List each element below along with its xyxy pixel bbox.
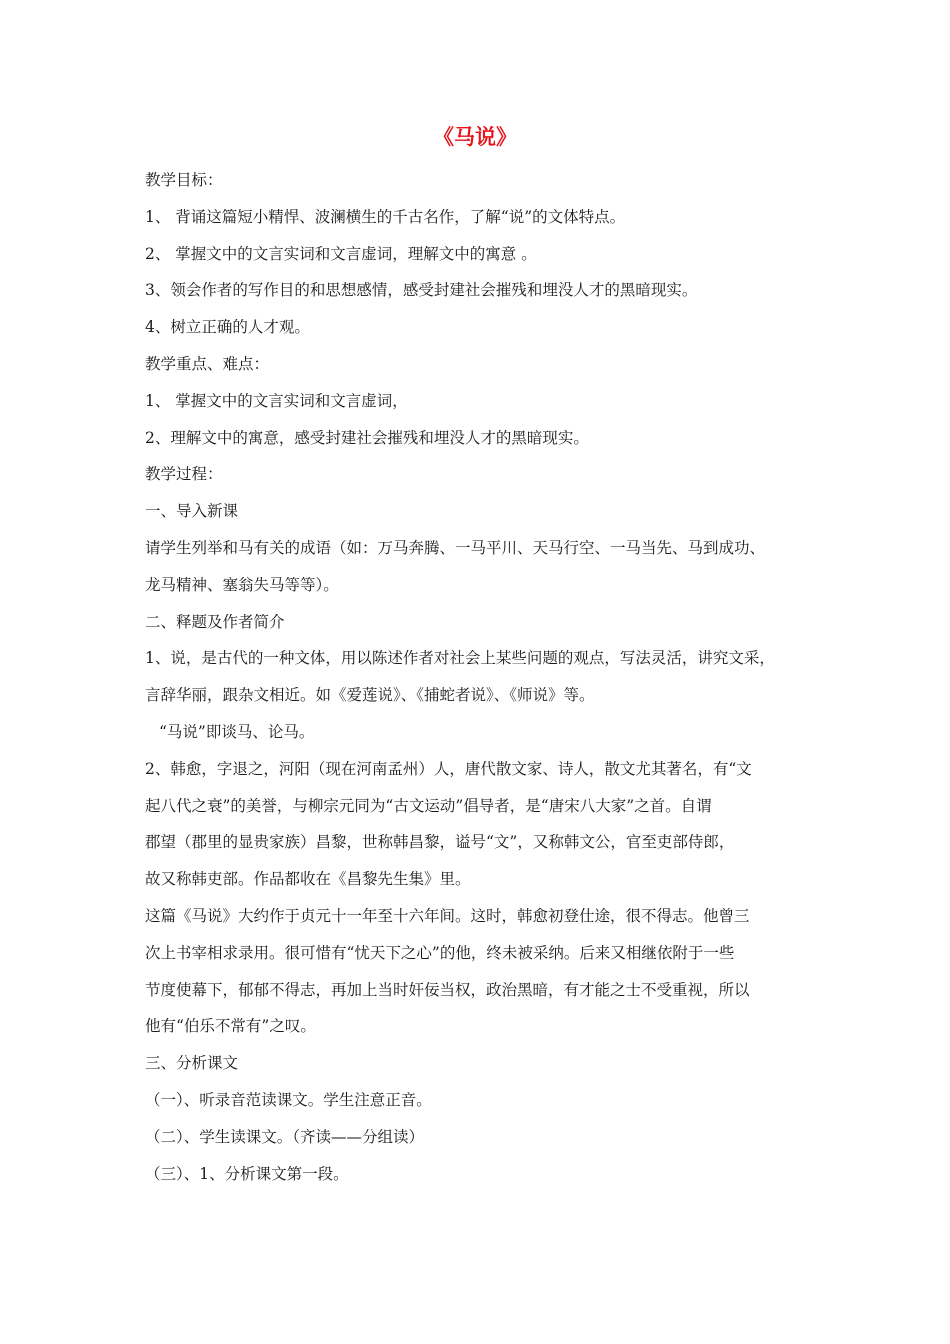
paragraph-line: 言辞华丽，跟杂文相近。如《爱莲说》、《捕蛇者说》、《师说》等。 <box>145 686 595 705</box>
analysis-step: （二）、学生读课文。（齐读——分组读） <box>145 1127 425 1146</box>
paragraph-line: 龙马精神、塞翁失马等等）。 <box>145 575 339 594</box>
objective-item: 4、树立正确的人才观。 <box>145 318 310 337</box>
paragraph-line: 2、韩愈，字退之，河阳（现在河南孟州）人，唐代散文家、诗人，散文尤其著名，有“文 <box>145 759 752 778</box>
objective-item: 2、 掌握文中的文言实词和文言虚词，理解文中的寓意 。 <box>145 244 537 263</box>
analysis-step: （一）、听录音范读课文。学生注意正音。 <box>145 1090 432 1109</box>
paragraph-line: 节度使幕下，郁郁不得志，再加上当时奸佞当权，政治黑暗，有才能之士不受重视，所以 <box>145 980 750 999</box>
paragraph-line: 1、说，是古代的一种文体，用以陈述作者对社会上某些问题的观点，写法灵活，讲究文采， <box>145 649 775 668</box>
key-point-item: 1、 掌握文中的文言实词和文言虚词， <box>145 391 408 410</box>
paragraph-line: “马说”即谈马、论马。 <box>159 722 315 741</box>
objective-item: 1、 背诵这篇短小精悍、波澜横生的千古名作，了解“说”的文体特点。 <box>145 207 626 226</box>
paragraph-line: 这篇《马说》大约作于贞元十一年至十六年间。这时，韩愈初登仕途，很不得志。他曾三 <box>145 906 750 925</box>
paragraph-line: 次上书宰相求录用。很可惜有“忧天下之心”的他，终未被采纳。后来又相继依附于一些 <box>145 943 735 962</box>
paragraph-line: 他有“伯乐不常有”之叹。 <box>145 1017 316 1036</box>
section-heading-objectives: 教学目标： <box>145 171 223 189</box>
analysis-step: （三）、1、分析课文第一段。 <box>145 1164 349 1183</box>
section-heading-key-points: 教学重点、难点： <box>145 354 270 373</box>
objective-item: 3、领会作者的写作目的和思想感情，感受封建社会摧残和埋没人才的黑暗现实。 <box>145 281 698 300</box>
paragraph-line: 故又称韩吏部。作品都收在《昌黎先生集》里。 <box>145 870 471 889</box>
paragraph-line: 起八代之衰”的美誉，与柳宗元同为“古文运动”倡导者，是“唐宋八大家”之首。自谓 <box>145 796 712 815</box>
subsection-heading-analysis: 三、分析课文 <box>145 1054 239 1073</box>
subsection-heading-intro: 一、导入新课 <box>145 502 239 521</box>
key-point-item: 2、理解文中的寓意，感受封建社会摧残和埋没人才的黑暗现实。 <box>145 428 589 447</box>
paragraph-line: 郡望（郡里的显贵家族）昌黎，世称韩昌黎，谥号“文”，又称韩文公，官至吏部侍郎， <box>145 833 735 852</box>
section-heading-process: 教学过程： <box>145 465 223 484</box>
subsection-heading-author: 二、释题及作者简介 <box>145 612 285 631</box>
page-title: 《马说》 <box>433 125 517 149</box>
document-body <box>145 162 825 1192</box>
paragraph-line: 请学生列举和马有关的成语（如：万马奔腾、一马平川、天马行空、一马当先、马到成功、 <box>145 538 766 557</box>
